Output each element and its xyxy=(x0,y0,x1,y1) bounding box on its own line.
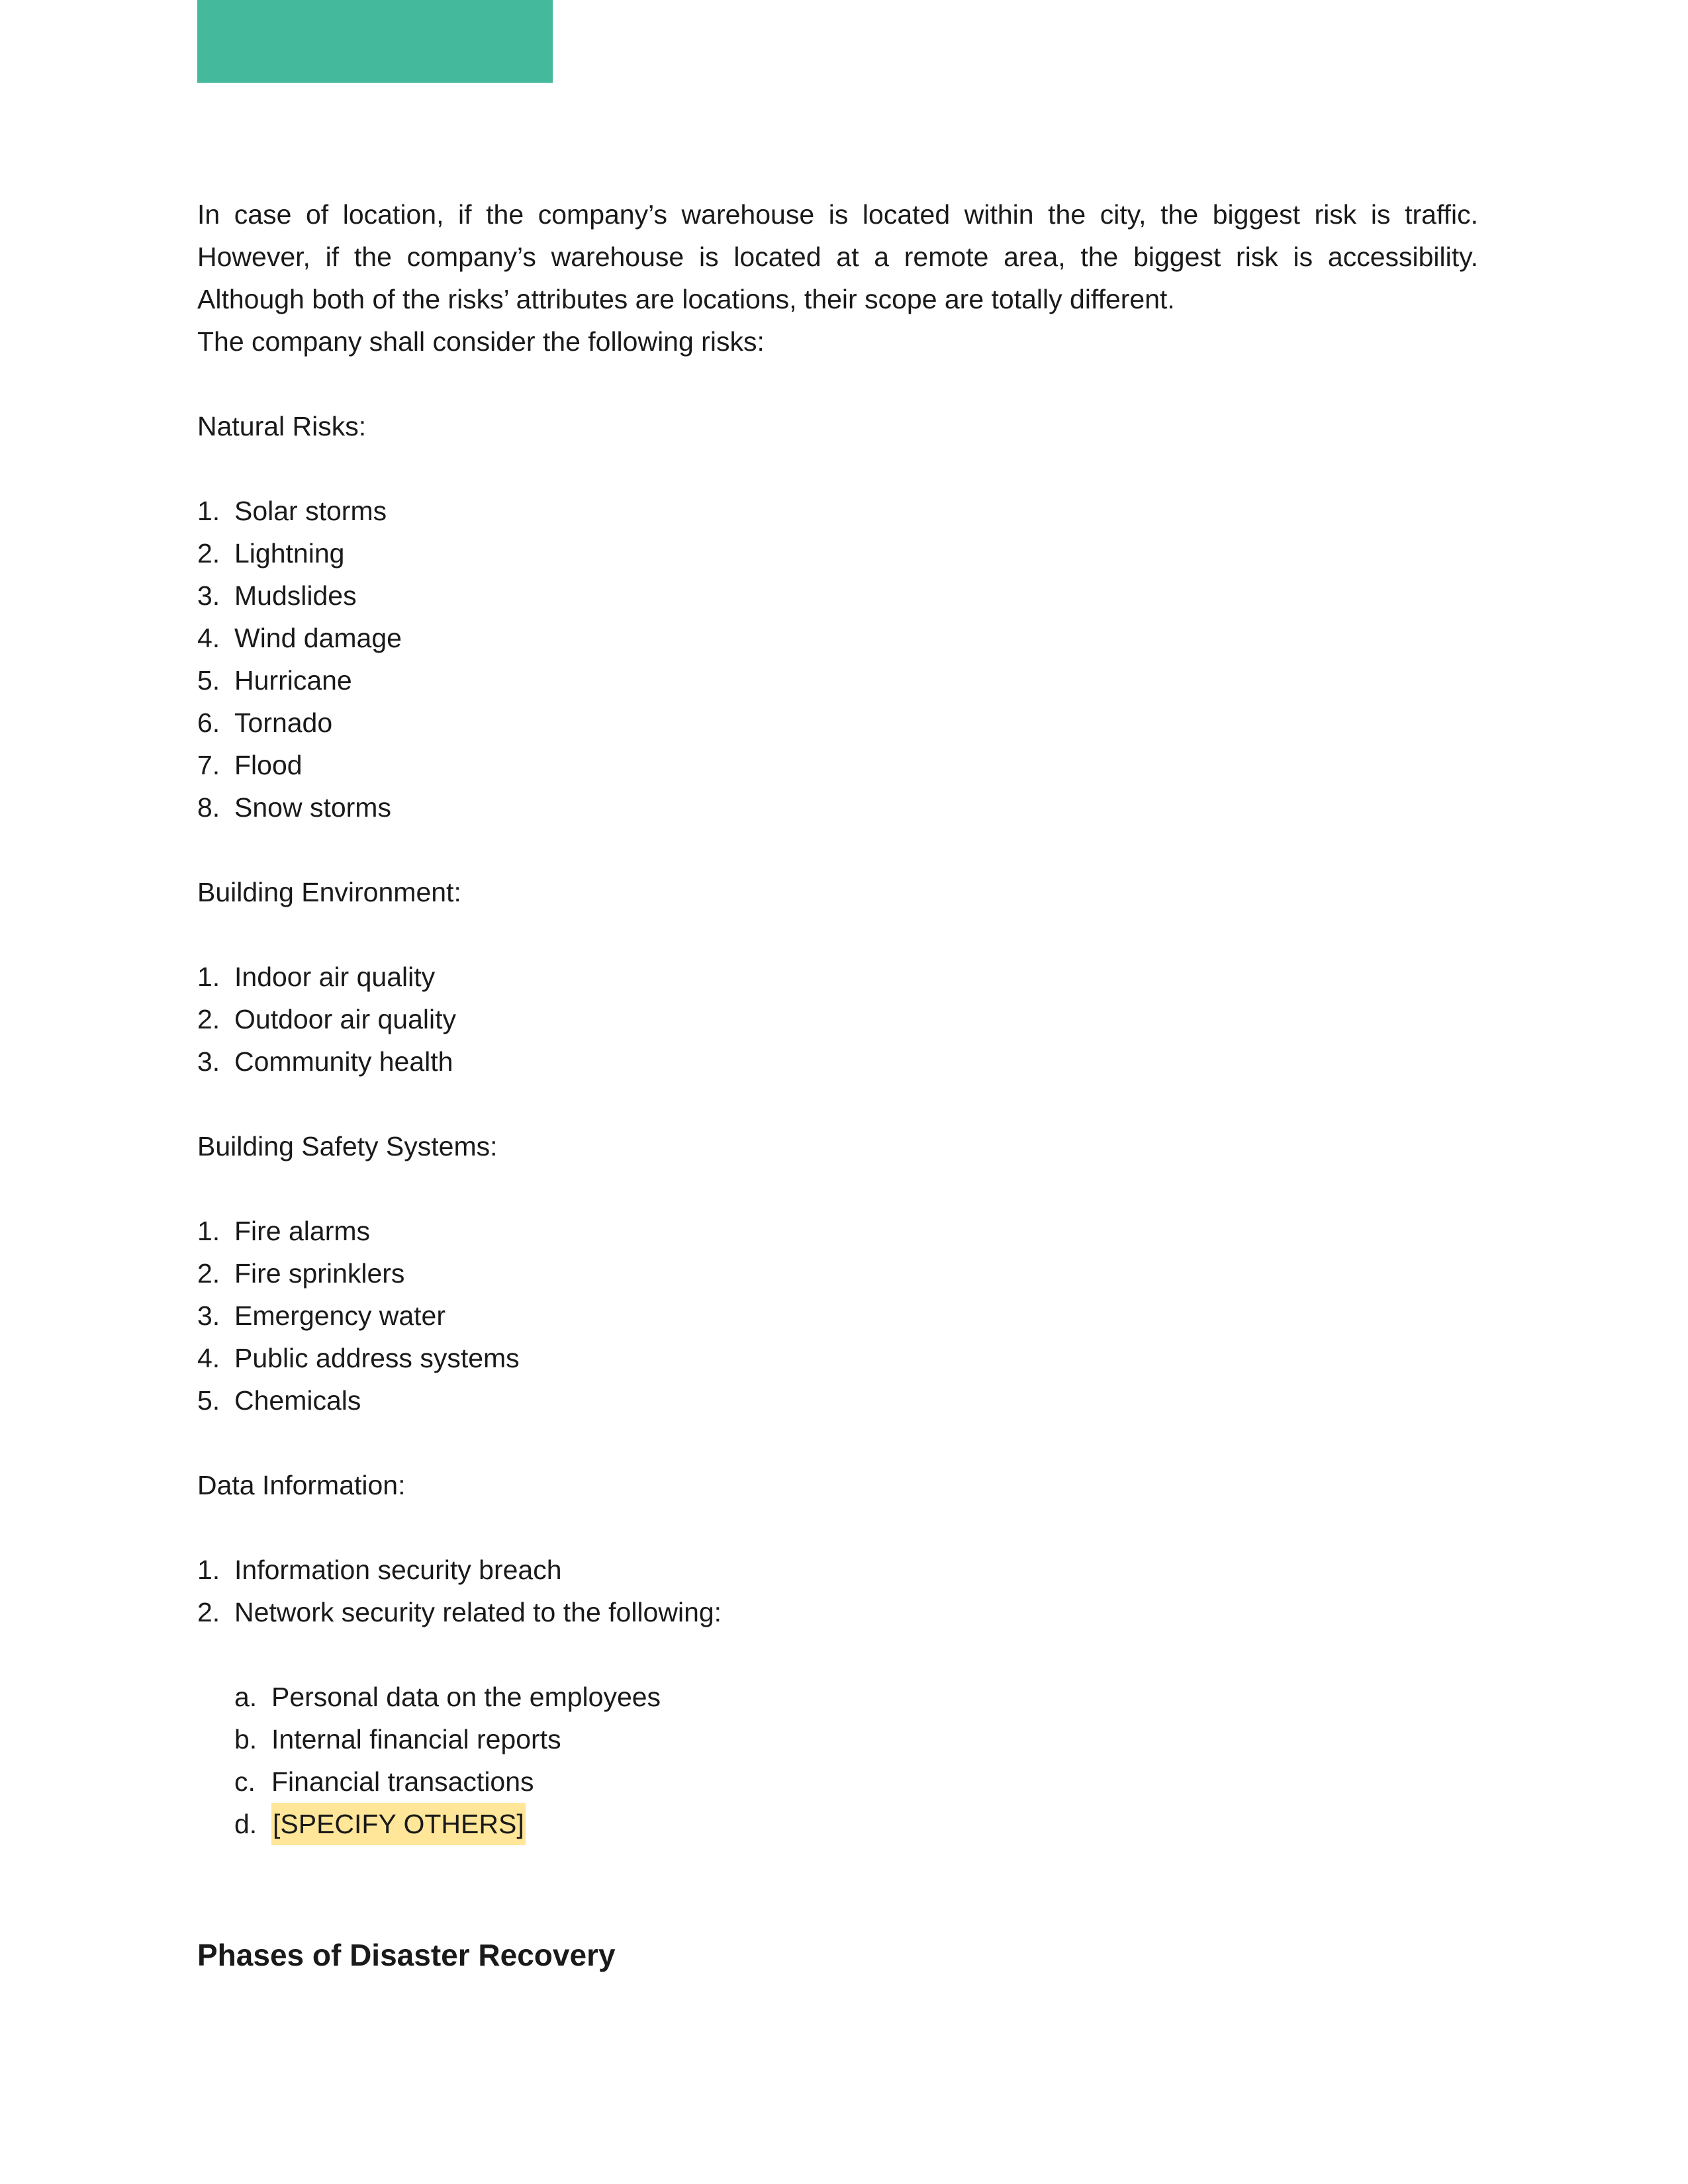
document-body xyxy=(197,193,1478,1976)
list-item: 1. Fire alarms xyxy=(197,1216,371,1246)
list-item: 5. Hurricane xyxy=(197,665,352,696)
building-safety-list xyxy=(197,1210,1478,1422)
list-item: 6. Tornado xyxy=(197,707,333,738)
list-item: 1. Information security breach xyxy=(197,1555,562,1585)
building-environment-list xyxy=(197,956,1478,1083)
list-item: d. [SPECIFY OTHERS] xyxy=(234,1803,1478,1845)
list-item: 8. Snow storms xyxy=(197,792,391,823)
list-item: a. Personal data on the employees xyxy=(234,1682,661,1712)
data-information-list xyxy=(197,1549,1478,1633)
network-security-sublist xyxy=(197,1676,1478,1845)
header-accent-bar xyxy=(197,0,553,83)
list-item: 3. Mudslides xyxy=(197,580,357,611)
list-item: 5. Chemicals xyxy=(197,1385,361,1416)
list-item: 2. Fire sprinklers xyxy=(197,1258,405,1289)
building-environment-title: Building Environment: xyxy=(197,877,461,907)
list-item: 2. Lightning xyxy=(197,538,345,569)
list-item: 3. Emergency water xyxy=(197,1300,446,1331)
natural-risks-title: Natural Risks: xyxy=(197,411,367,441)
list-item: 2. Network security related to the following: xyxy=(197,1597,722,1627)
intro-paragraph: In case of location, if the company’s warehouse is located within the city, the biggest risk is traffic. However, if the company’s warehouse is located at a remote area, the biggest risk is accessibility. Although both of the risks’ attributes are locations, their scope are totally different. xyxy=(197,199,1478,314)
list-item: 3. Community health xyxy=(197,1046,453,1077)
specify-others-placeholder[interactable]: [SPECIFY OTHERS] xyxy=(271,1803,526,1845)
list-item: 2. Outdoor air quality xyxy=(197,1004,457,1034)
list-item: 7. Flood xyxy=(197,750,303,780)
phases-heading: Phases of Disaster Recovery xyxy=(197,1938,616,1972)
list-item: 1. Indoor air quality xyxy=(197,962,436,992)
list-item: b. Internal financial reports xyxy=(234,1724,561,1754)
natural-risks-list xyxy=(197,490,1478,829)
list-item: 4. Wind damage xyxy=(197,623,402,653)
data-information-title: Data Information: xyxy=(197,1470,406,1500)
intro-lead: The company shall consider the following risks: xyxy=(197,326,765,357)
list-item: 4. Public address systems xyxy=(197,1343,520,1373)
list-item: 1. Solar storms xyxy=(197,496,387,526)
list-item: c. Financial transactions xyxy=(234,1766,534,1797)
building-safety-title: Building Safety Systems: xyxy=(197,1131,498,1161)
